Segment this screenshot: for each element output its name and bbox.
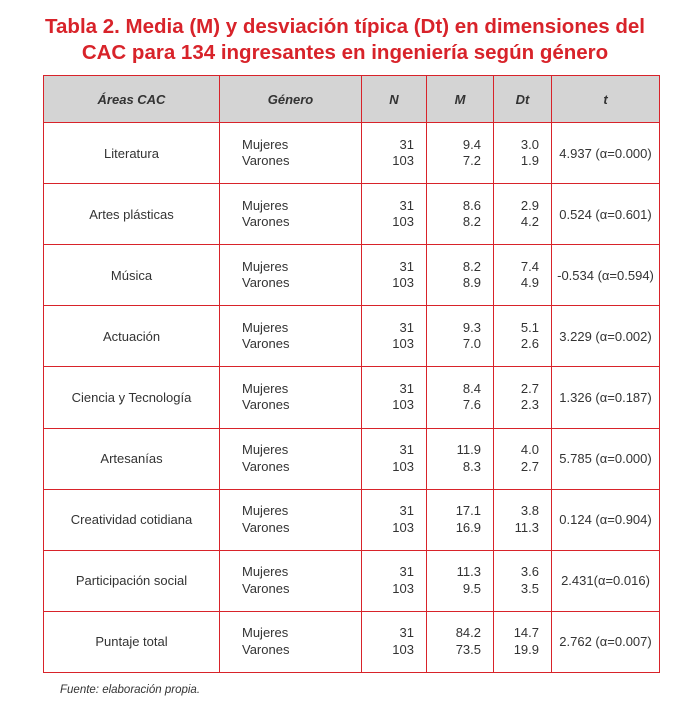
cell-m — [427, 489, 494, 550]
cell-dt-value: 1.9 — [520, 153, 539, 169]
cell-dt-value: 4.9 — [520, 275, 539, 291]
cell-genero-value: Varones — [242, 641, 290, 657]
cell-t: 0.524 (α=0.601) — [552, 184, 660, 245]
cell-t: 0.124 (α=0.904) — [552, 489, 660, 550]
header-m: M — [427, 76, 494, 123]
cell-dt-value: 2.9 — [520, 197, 539, 213]
cell-m-value: 8.9 — [462, 275, 481, 291]
cell-dt-value: 2.3 — [520, 397, 539, 413]
cell-genero — [220, 245, 362, 306]
cell-dt — [494, 550, 552, 611]
cell-n-value: 103 — [392, 458, 414, 474]
cell-n-value: 31 — [399, 442, 414, 458]
cell-t: 5.785 (α=0.000) — [552, 428, 660, 489]
cell-dt-value: 19.9 — [513, 641, 539, 657]
cell-m — [427, 123, 494, 184]
cell-n — [362, 550, 427, 611]
table-row — [44, 367, 660, 428]
cell-n-value: 31 — [399, 380, 414, 396]
cell-dt — [494, 611, 552, 672]
cell-m-value: 8.3 — [462, 458, 481, 474]
header-row — [44, 76, 660, 123]
cell-m-value: 9.4 — [462, 136, 481, 152]
cell-dt-value: 7.4 — [520, 258, 539, 274]
cell-dt — [494, 123, 552, 184]
cell-m-value: 7.6 — [462, 397, 481, 413]
cell-genero-value: Varones — [242, 519, 290, 535]
cell-genero — [220, 123, 362, 184]
cell-dt-value: 4.2 — [520, 214, 539, 230]
cell-m-value: 11.9 — [456, 442, 481, 458]
cell-m-value: 7.2 — [462, 153, 481, 169]
cell-genero-value: Mujeres — [242, 380, 289, 396]
cell-genero — [220, 428, 362, 489]
cell-dt — [494, 306, 552, 367]
cell-dt-value: 3.5 — [520, 580, 539, 596]
cell-area: Puntaje total — [44, 611, 220, 672]
header-genero: Género — [220, 76, 362, 123]
cell-m-value: 16.9 — [455, 519, 481, 535]
cell-t: 2.431(α=0.016) — [552, 550, 660, 611]
cell-n-value: 31 — [399, 197, 414, 213]
cell-m — [427, 245, 494, 306]
cell-m-value: 8.4 — [462, 380, 481, 396]
cell-n — [362, 489, 427, 550]
table-row — [44, 550, 660, 611]
cell-dt-value: 4.0 — [520, 442, 539, 458]
cell-area: Participación social — [44, 550, 220, 611]
cell-dt-value: 2.6 — [520, 336, 539, 352]
cell-n-value: 31 — [399, 258, 414, 274]
cell-area: Literatura — [44, 123, 220, 184]
cell-dt-value: 2.7 — [520, 380, 539, 396]
cell-dt-value: 5.1 — [520, 319, 539, 335]
results-table — [43, 75, 660, 673]
cell-m-value: 8.2 — [462, 214, 481, 230]
cell-n — [362, 367, 427, 428]
cell-genero — [220, 184, 362, 245]
cell-dt-value: 14.7 — [513, 625, 539, 641]
cell-genero — [220, 611, 362, 672]
cell-dt — [494, 428, 552, 489]
cell-n-value: 31 — [399, 503, 414, 519]
cell-area: Música — [44, 245, 220, 306]
cell-t: 1.326 (α=0.187) — [552, 367, 660, 428]
cell-genero-value: Varones — [242, 458, 290, 474]
cell-t: 2.762 (α=0.007) — [552, 611, 660, 672]
cell-n — [362, 611, 427, 672]
cell-genero-value: Varones — [242, 275, 290, 291]
header-t: t — [552, 76, 660, 123]
cell-genero — [220, 306, 362, 367]
cell-dt — [494, 245, 552, 306]
cell-m-value: 9.3 — [462, 319, 481, 335]
cell-n — [362, 184, 427, 245]
cell-m-value: 84.2 — [455, 625, 481, 641]
title-line-2: CAC para 134 ingresantes en ingeniería según género — [81, 41, 609, 64]
cell-dt-value: 3.8 — [520, 503, 539, 519]
cell-genero — [220, 550, 362, 611]
cell-genero-value: Mujeres — [242, 197, 289, 213]
cell-m-value: 8.2 — [462, 258, 481, 274]
cell-area: Artesanías — [44, 428, 220, 489]
cell-n-value: 103 — [392, 580, 414, 596]
cell-dt-value: 3.0 — [520, 136, 539, 152]
cell-m — [427, 367, 494, 428]
cell-genero-value: Varones — [242, 336, 290, 352]
cell-m-value: 8.6 — [462, 197, 481, 213]
title-line-1: Tabla 2. Media (M) y desviación típica (Dt) en dimensiones del — [45, 15, 645, 38]
cell-area: Creatividad cotidiana — [44, 489, 220, 550]
cell-genero-value: Mujeres — [242, 319, 289, 335]
table-row — [44, 245, 660, 306]
cell-n — [362, 428, 427, 489]
cell-m — [427, 550, 494, 611]
cell-genero-value: Varones — [242, 580, 290, 596]
cell-area: Artes plásticas — [44, 184, 220, 245]
cell-genero-value: Varones — [242, 153, 290, 169]
cell-genero-value: Varones — [242, 397, 290, 413]
cell-genero — [220, 489, 362, 550]
table-body — [44, 123, 660, 673]
cell-n-value: 103 — [392, 275, 414, 291]
cell-m-value: 11.3 — [456, 564, 481, 580]
cell-dt-value: 11.3 — [514, 519, 539, 535]
cell-n-value: 103 — [392, 397, 414, 413]
cell-genero — [220, 367, 362, 428]
cell-n-value: 103 — [392, 336, 414, 352]
cell-n-value: 31 — [399, 319, 414, 335]
cell-n-value: 31 — [399, 625, 414, 641]
table-row — [44, 306, 660, 367]
header-dt: Dt — [494, 76, 552, 123]
cell-n-value: 103 — [392, 519, 414, 535]
cell-n-value: 31 — [399, 564, 414, 580]
cell-genero-value: Mujeres — [242, 564, 289, 580]
source-note: Fuente: elaboración propia. — [60, 684, 201, 696]
cell-m — [427, 306, 494, 367]
table-row — [44, 489, 660, 550]
cell-dt — [494, 489, 552, 550]
cell-t: 3.229 (α=0.002) — [552, 306, 660, 367]
cell-m-value: 73.5 — [455, 641, 481, 657]
table-row — [44, 611, 660, 672]
header-n: N — [362, 76, 427, 123]
cell-m-value: 7.0 — [462, 336, 481, 352]
cell-dt — [494, 367, 552, 428]
cell-dt — [494, 184, 552, 245]
cell-n-value: 103 — [392, 641, 414, 657]
header-areas: Áreas CAC — [44, 76, 220, 123]
cell-dt-value: 3.6 — [520, 564, 539, 580]
cell-genero-value: Mujeres — [242, 503, 289, 519]
cell-m — [427, 428, 494, 489]
cell-n — [362, 123, 427, 184]
cell-n — [362, 306, 427, 367]
table-row — [44, 184, 660, 245]
cell-genero-value: Mujeres — [242, 625, 289, 641]
cell-m — [427, 611, 494, 672]
cell-m-value: 9.5 — [462, 580, 481, 596]
cell-m-value: 17.1 — [455, 503, 481, 519]
cell-genero-value: Mujeres — [242, 136, 289, 152]
cell-genero-value: Varones — [242, 214, 290, 230]
cell-n — [362, 245, 427, 306]
cell-area: Actuación — [44, 306, 220, 367]
cell-n-value: 31 — [399, 136, 414, 152]
cell-t: 4.937 (α=0.000) — [552, 123, 660, 184]
cell-t: -0.534 (α=0.594) — [552, 245, 660, 306]
cell-m — [427, 184, 494, 245]
cell-genero-value: Mujeres — [242, 258, 289, 274]
cell-dt-value: 2.7 — [520, 458, 539, 474]
cell-n-value: 103 — [392, 153, 414, 169]
cell-genero-value: Mujeres — [242, 442, 289, 458]
table-row — [44, 123, 660, 184]
table-title — [0, 14, 690, 66]
table-row — [44, 428, 660, 489]
cell-area: Ciencia y Tecnología — [44, 367, 220, 428]
cell-n-value: 103 — [392, 214, 414, 230]
